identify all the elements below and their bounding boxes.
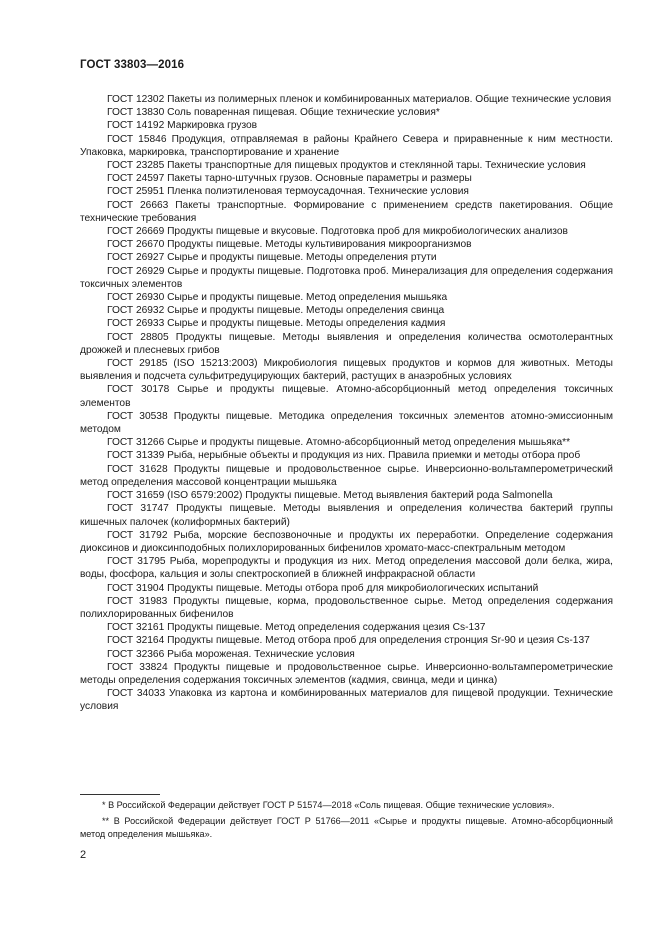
reference-item: ГОСТ 31792 Рыба, морские беспозвоночные и продукты их переработки. Определение содержания диоксинов и диоксинподобных полихлорированных бифенилов хромато-масс-спектральным методом [80,529,613,554]
reference-item: ГОСТ 31904 Продукты пищевые. Методы отбора проб для микробиологических испытаний [107,582,539,594]
reference-item: ГОСТ 12302 Пакеты из полимерных пленок и комбинированных материалов. Общие технические условия [107,94,612,105]
reference-item: ГОСТ 29185 (ISO 15213:2003) Микробиология пищевых продуктов и кормов для животных. Методы выявления и подсчета сульфитредуцирующих бактерий, растущих в анаэробных условиях [80,358,613,383]
reference-item: ГОСТ 31747 Продукты пищевые. Методы выявления и определения количества бактерий группы кишечных палочек (колиформных бактерий) [80,503,613,528]
reference-item: ГОСТ 34033 Упаковка из картона и комбинированных материалов для пищевой продукции. Технические условия [80,688,613,713]
reference-item: ГОСТ 32161 Продукты пищевые. Метод определения содержания цезия Cs-137 [107,622,486,634]
reference-item: ГОСТ 26930 Сырье и продукты пищевые. Метод определения мышьяка [107,292,448,304]
footnote-text: ** В Российской Федерации действует ГОСТ Р 51766—2011 «Сырье и продукты пищевые. Атомно-абсорбционный метод определения мышьяка». [80,816,613,839]
reference-item: ГОСТ 31983 Продукты пищевые, корма, продовольственное сырье. Метод определения содержания полихлорированных бифенилов [80,595,613,620]
reference-item: ГОСТ 26663 Пакеты транспортные. Формирование с применением средств пакетирования. Общие технические требования [80,199,613,224]
reference-item: ГОСТ 26927 Сырье и продукты пищевые. Методы определения ртути [107,252,437,264]
reference-item: ГОСТ 15846 Продукция, отправляемая в районы Крайнего Севера и приравненные к ним местности. Упаковка, маркировка, транспортирование и хранение [80,133,613,158]
reference-item: ГОСТ 26932 Сырье и продукты пищевые. Методы определения свинца [107,305,445,317]
reference-item: ГОСТ 30538 Продукты пищевые. Методика определения токсичных элементов атомно-эмиссионным методом [80,410,613,436]
reference-item: ГОСТ 24597 Пакеты тарно-штучных грузов. Основные параметры и размеры [107,173,472,185]
reference-item: ГОСТ 25951 Пленка полиэтиленовая термоусадочная. Технические условия [107,186,469,198]
footnote-item [80,815,613,840]
reference-item: ГОСТ 26669 Продукты пищевые и вкусовые. Подготовка проб для микробиологических анализов [107,226,568,238]
page-number: 2 [80,849,87,861]
reference-item: ГОСТ 26933 Сырье и продукты пищевые. Методы определения кадмия [107,318,446,330]
reference-item: ГОСТ 32366 Рыба мороженая. Технические условия [107,648,355,660]
reference-item: ГОСТ 32164 Продукты пищевые. Метод отбора проб для определения стронция Sr-90 и цезия Cs-137 [107,635,590,647]
reference-item: ГОСТ 33824 Продукты пищевые и продовольственное сырье. Инверсионно-вольтамперометрические методы определения содержания токсичных элементов (кадмия, свинца, меди и цинка) [80,661,613,686]
reference-item: ГОСТ 13830 Соль поваренная пищевая. Общие технические условия* [107,107,440,119]
reference-item: ГОСТ 31628 Продукты пищевые и продовольственное сырье. Инверсионно-вольтамперометрический метод определения массовой концентрации мышьяка [80,463,613,488]
normative-references-list [80,93,613,714]
reference-item: ГОСТ 14192 Маркировка грузов [107,120,258,132]
footnotes [80,799,613,844]
footnote-text: * В Российской Федерации действует ГОСТ Р 51574—2018 «Соль пищевая. Общие технические условия». [102,800,555,810]
document-header: ГОСТ 33803—2016 [80,59,185,71]
reference-item: ГОСТ 30178 Сырье и продукты пищевые. Атомно-абсорбционный метод определения токсичных элементов [80,384,613,409]
reference-item: ГОСТ 26670 Продукты пищевые. Методы культивирования микроорганизмов [107,239,472,251]
footnote-divider [80,794,160,795]
reference-item: ГОСТ 31339 Рыба, нерыбные объекты и продукция из них. Правила приемки и методы отбора проб [107,450,581,462]
footnote-item [80,799,613,811]
reference-item: ГОСТ 31795 Рыба, морепродукты и продукция из них. Метод определения массовой доли белка, жира, воды, фосфора, кальция и золы спектроскопией в ближней инфракрасной области [80,556,613,581]
reference-item: ГОСТ 31659 (ISO 6579:2002) Продукты пищевые. Метод выявления бактерий рода Salmonella [107,490,553,502]
reference-item: ГОСТ 23285 Пакеты транспортные для пищевых продуктов и стеклянной тары. Технические условия [107,160,586,172]
reference-item: ГОСТ 26929 Сырье и продукты пищевые. Подготовка проб. Минерализация для определения содержания токсичных элементов [80,265,613,290]
reference-item: ГОСТ 28805 Продукты пищевые. Методы выявления и определения количества осмотолерантных дрожжей и плесневых грибов [80,331,613,356]
reference-item: ГОСТ 31266 Сырье и продукты пищевые. Атомно-абсорбционный метод определения мышьяка** [107,437,571,449]
